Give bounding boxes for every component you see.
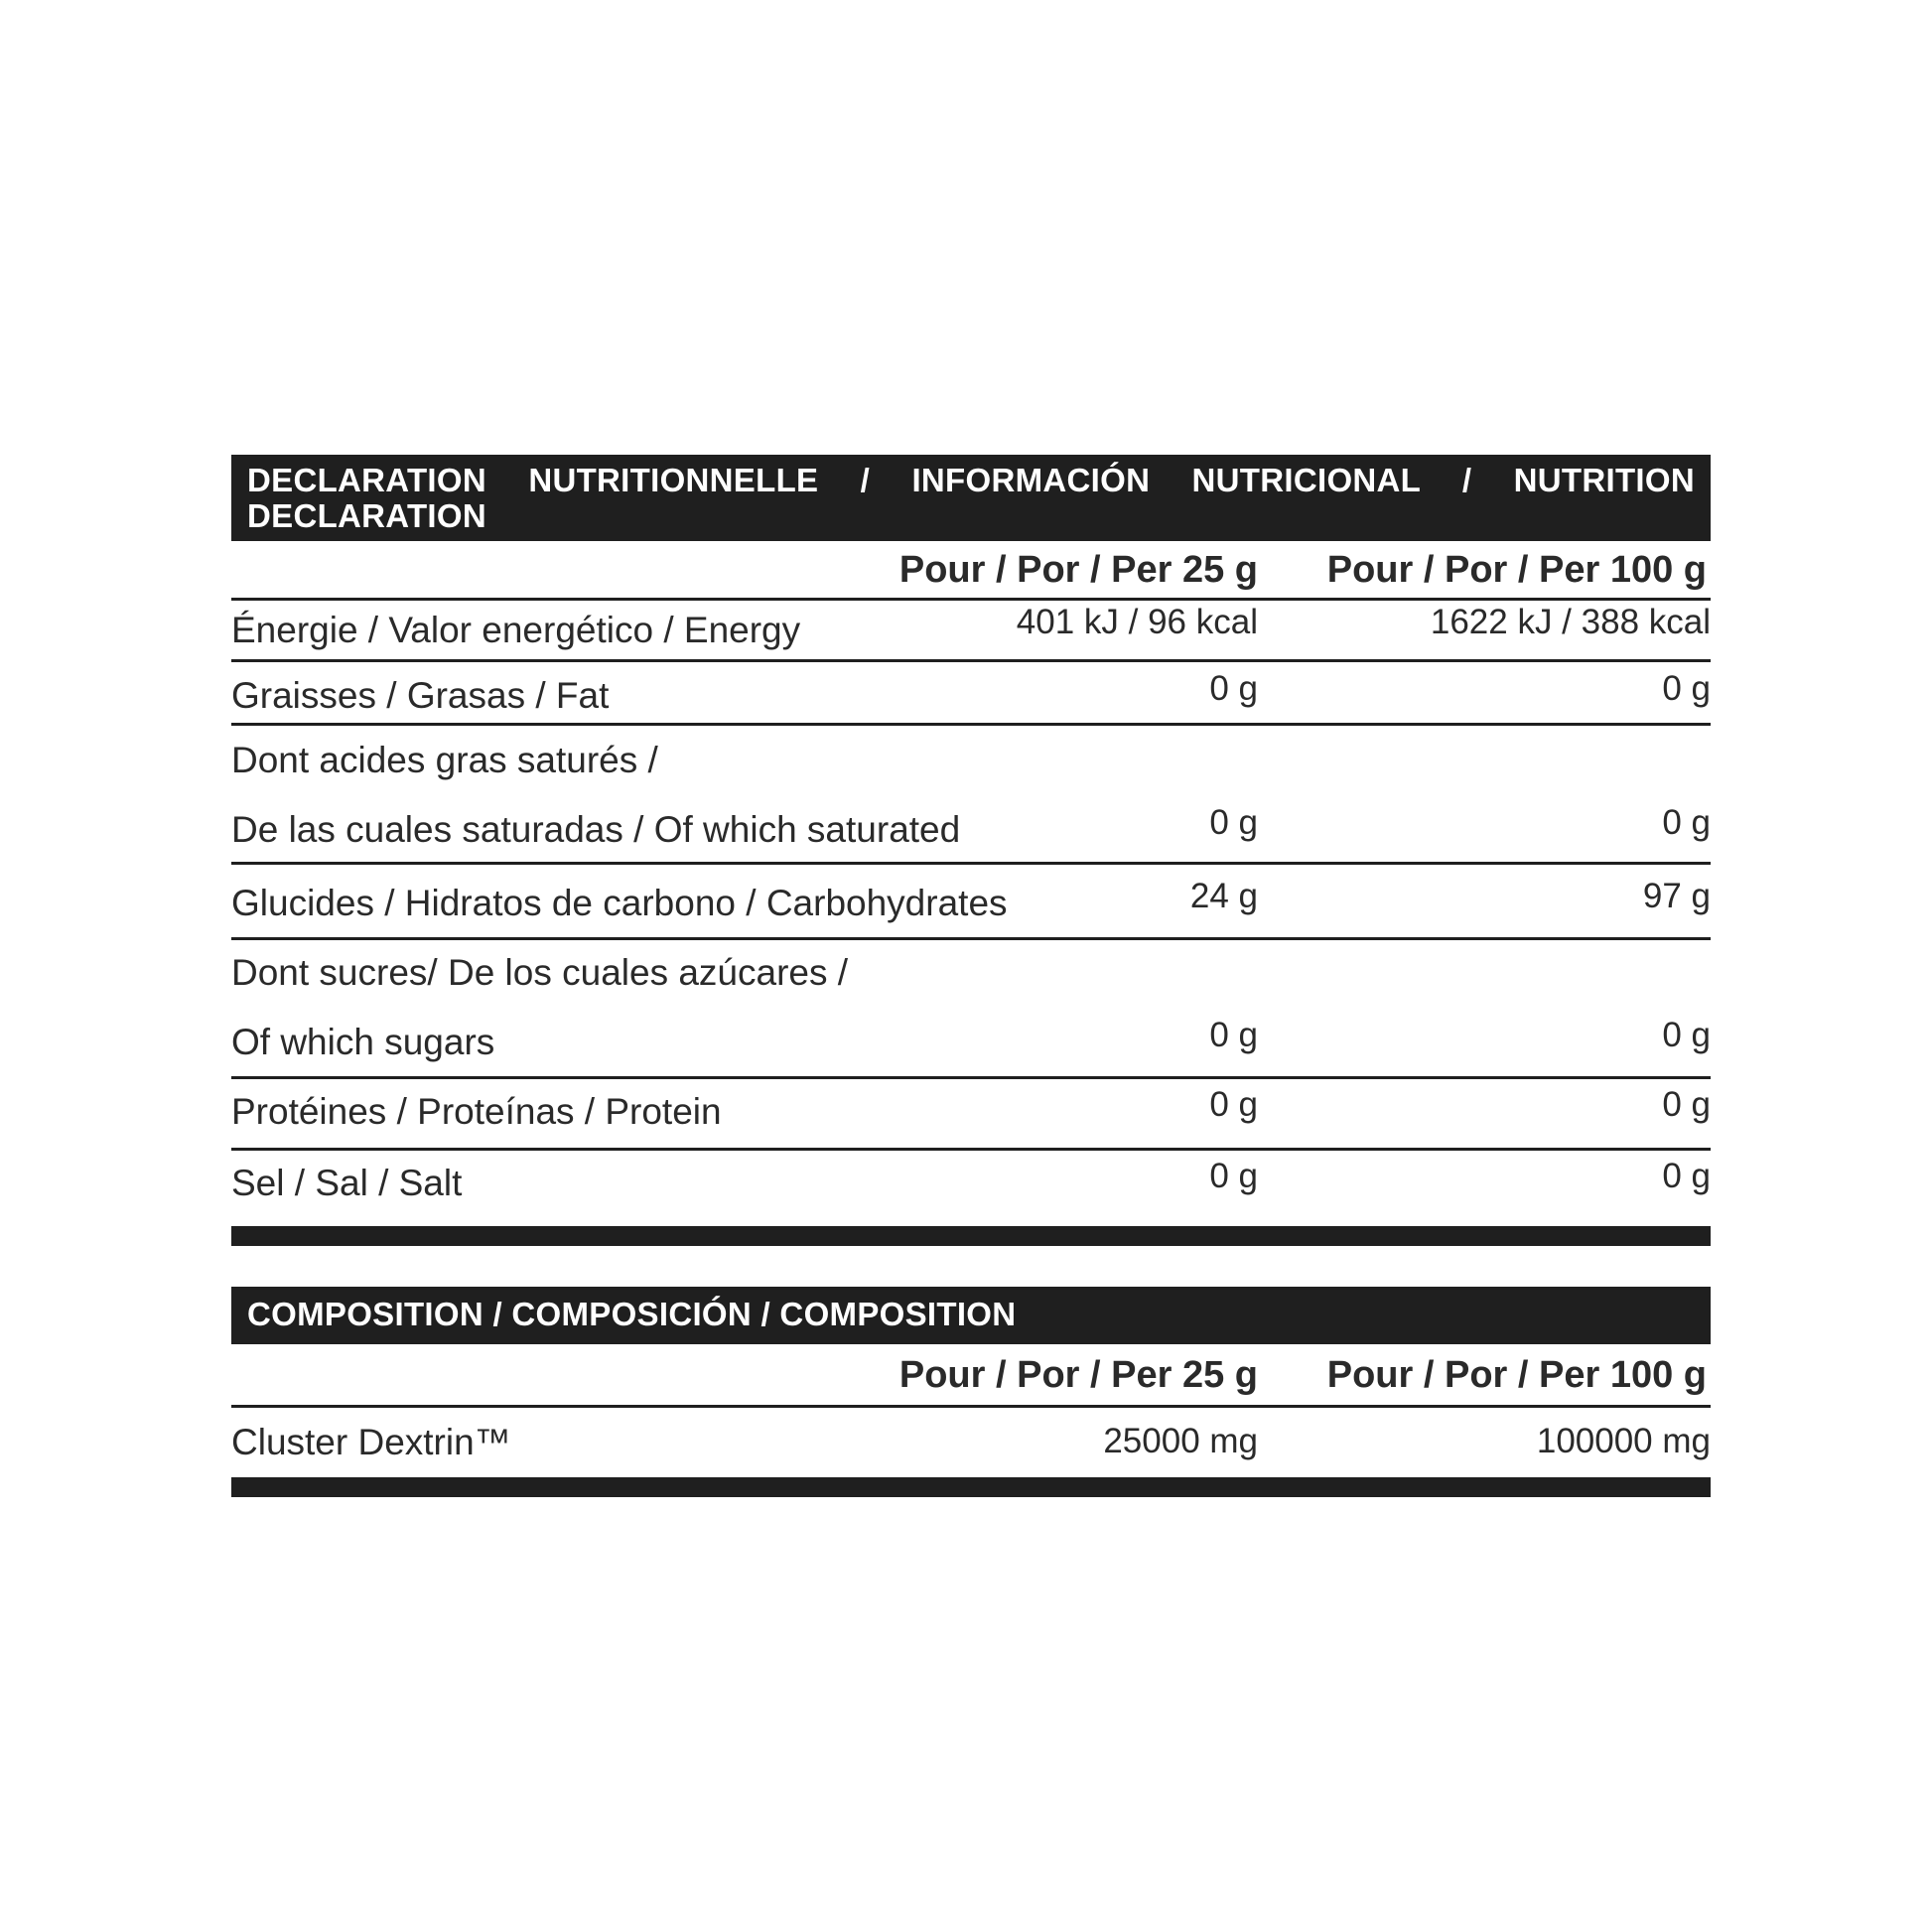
row-value-100g: 0 g (1662, 669, 1711, 708)
row-label: Sel / Sal / Salt (231, 1163, 463, 1203)
row-value-25g: 0 g (1209, 803, 1258, 842)
nutrition-header: DECLARATION NUTRITIONNELLE / INFORMACIÓN NUTRICIONAL / NUTRITION DECLARATION (231, 455, 1711, 541)
row-label: Protéines / Proteínas / Protein (231, 1091, 722, 1132)
row-value-25g: 0 g (1209, 1016, 1258, 1054)
row-label: Graisses / Grasas / Fat (231, 675, 610, 716)
row-value-100g: 1622 kJ / 388 kcal (1430, 603, 1711, 641)
composition-table (231, 1287, 1711, 1497)
col-header-per-25g: Pour / Por / Per 25 g (898, 549, 1258, 591)
row-label-line1: Dont acides gras saturés / (231, 740, 658, 780)
row-saturated (231, 726, 1711, 865)
row-value-25g: 0 g (1209, 669, 1258, 708)
row-value-25g: 24 g (1189, 877, 1258, 915)
row-label-line1: Dont sucres/ De los cuales azúcares / (231, 952, 849, 993)
row-fat (231, 662, 1711, 726)
row-salt (231, 1151, 1711, 1226)
row-value-100g: 0 g (1662, 1085, 1711, 1124)
row-value-25g: 0 g (1209, 1157, 1258, 1195)
row-value-100g: 100000 mg (1536, 1422, 1711, 1460)
composition-header: COMPOSITION / COMPOSICIÓN / COMPOSITION (231, 1287, 1711, 1344)
row-label: Of which sugars (231, 1022, 495, 1062)
row-energy (231, 601, 1711, 662)
row-value-25g: 0 g (1209, 1085, 1258, 1124)
row-carbohydrates (231, 865, 1711, 940)
row-cluster-dextrin (231, 1408, 1711, 1477)
row-value-100g: 0 g (1662, 803, 1711, 842)
row-sugars (231, 940, 1711, 1079)
row-value-25g: 401 kJ / 96 kcal (1016, 603, 1258, 641)
row-value-25g: 25000 mg (1103, 1422, 1258, 1460)
row-label: Glucides / Hidratos de carbono / Carbohydrates (231, 883, 1008, 923)
table-bottom-rule (231, 1226, 1711, 1246)
row-label: De las cuales saturadas / Of which saturated (231, 809, 961, 850)
col-header-per-100g: Pour / Por / Per 100 g (1326, 1354, 1707, 1396)
nutrition-column-headers (231, 541, 1711, 601)
composition-column-headers (231, 1344, 1711, 1408)
row-protein (231, 1079, 1711, 1151)
row-value-100g: 0 g (1662, 1157, 1711, 1195)
nutrition-table (231, 455, 1711, 1246)
row-label: Cluster Dextrin™ (231, 1422, 511, 1462)
row-value-100g: 0 g (1662, 1016, 1711, 1054)
table-bottom-rule (231, 1477, 1711, 1497)
col-header-per-25g: Pour / Por / Per 25 g (898, 1354, 1258, 1396)
row-label: Énergie / Valor energético / Energy (231, 610, 801, 650)
row-value-100g: 97 g (1642, 877, 1711, 915)
col-header-per-100g: Pour / Por / Per 100 g (1326, 549, 1707, 591)
